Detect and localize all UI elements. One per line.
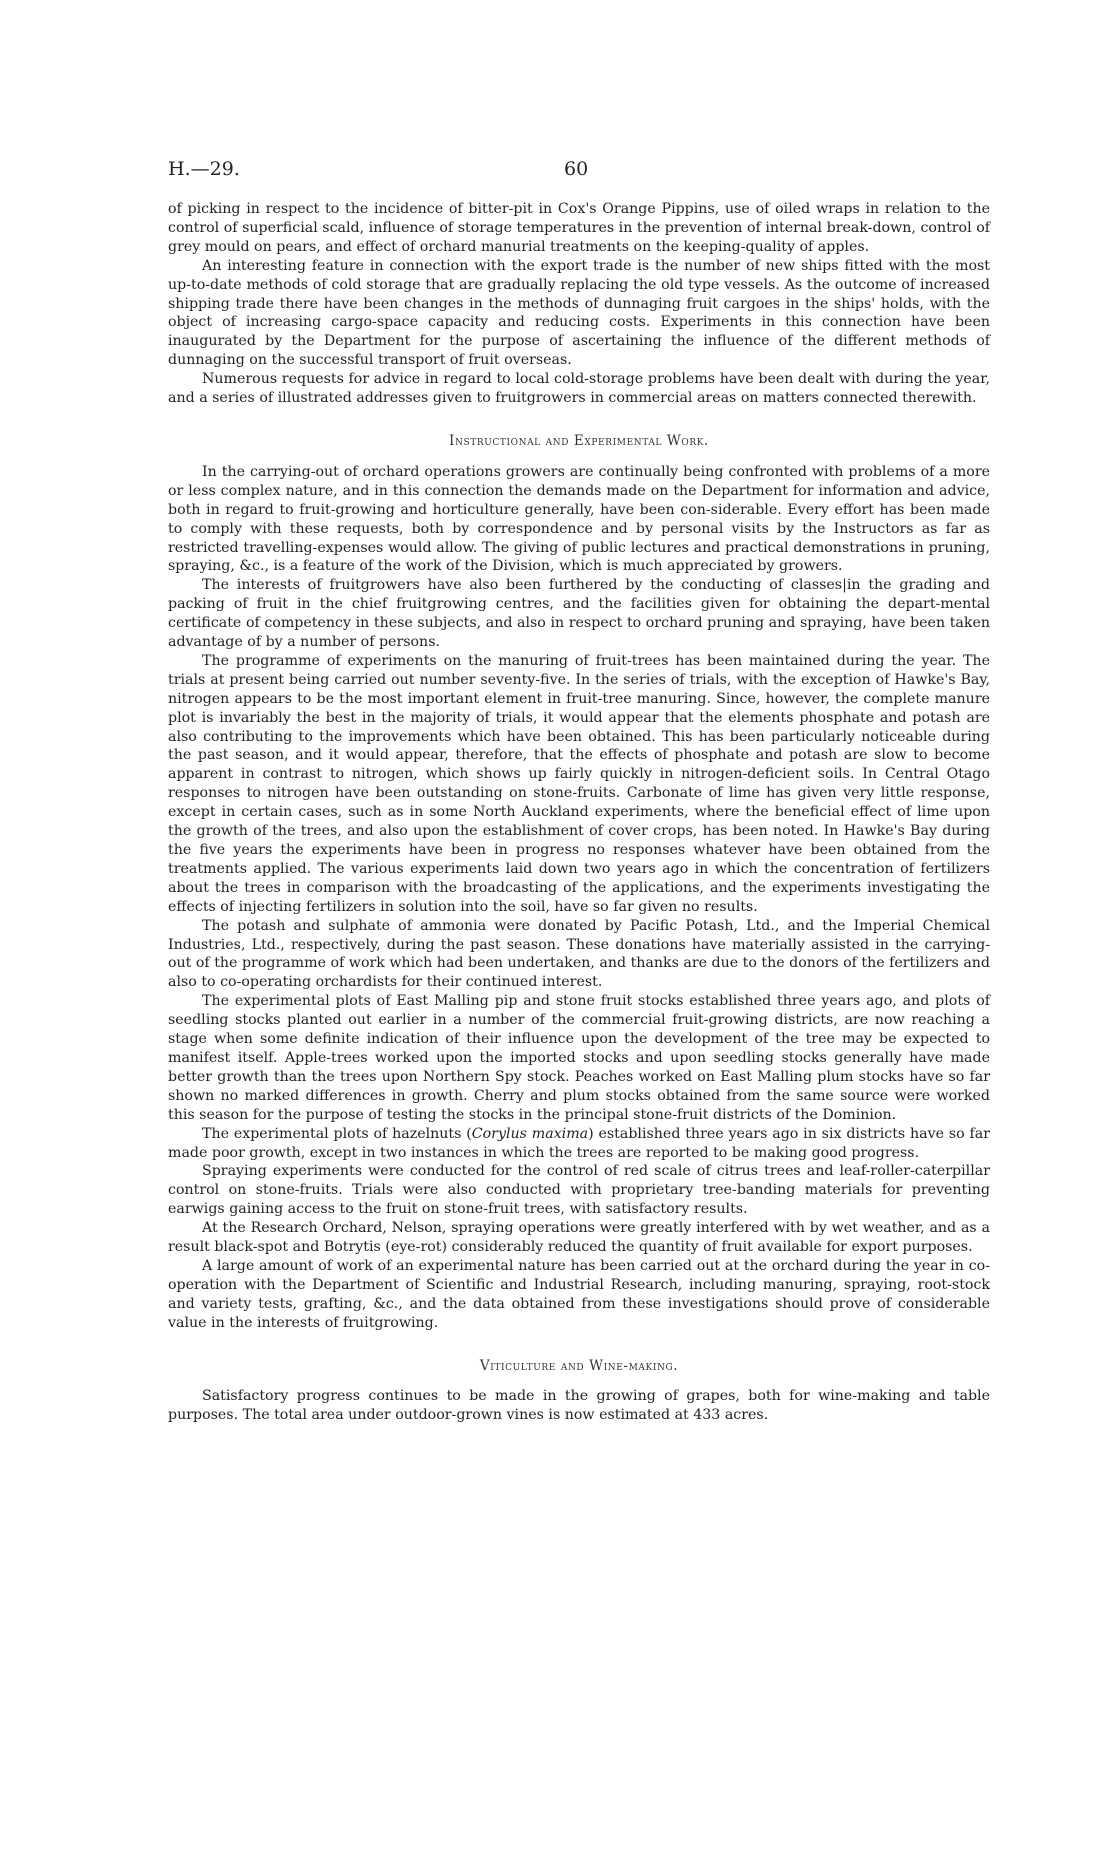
paragraph: Spraying experiments were conducted for the control of red scale of citrus trees and leaf-roller-caterpillar control on stone-fruits. Trials were also conducted with proprietary tree-banding materials for preventing earwigs gaining access to the fruit on stone-fruit trees, with satisfactory results. [168,1163,990,1218]
document-reference: H.—29. [168,158,240,180]
paragraph: The experimental plots of East Malling pip and stone fruit stocks established three years ago, and plots of seedling stocks planted out earlier in a number of the commercial fruit-growing districts, are now reaching a stage when some definite indication of their influence upon the development of the tree may be expected to manifest itself. Apple-trees worked upon the imported stocks and upon seedling stocks generally have made better growth than the trees upon Northern Spy stock. Peaches worked on East Malling plum stocks have so far shown no marked differences in growth. Cherry and plum stocks obtained from the same source were worked this season for the purpose of testing the stocks in the principal stone-fruit districts of the Dominion. [168,993,990,1123]
paragraph: Numerous requests for advice in regard to local cold-storage problems have been dealt with during the year, and a series of illustrated addresses given to fruitgrowers in commercial areas on matters connected therewith. [168,371,990,407]
page-number: 60 [564,158,589,180]
paragraph: Satisfactory progress continues to be made in the growing of grapes, both for wine-making and table purposes. The total area under outdoor-grown vines is now estimated at 433 acres. [168,1388,990,1424]
section-heading-instructional: Instructional and Experimental Work. [449,432,709,449]
paragraph: The potash and sulphate of ammonia were donated by Pacific Potash, Ltd., and the Imperial Chemical Industries, Ltd., respectively, during the past season. These donations have materially assisted in the carrying-out of the programme of work which had been undertaken, and thanks are due to the donors of the fertilizers and also to co-operating orchardists for their continued interest. [168,917,990,991]
paragraph: At the Research Orchard, Nelson, spraying operations were greatly interfered with by wet weather, and as a result black-spot and Botrytis (eye-rot) considerably reduced the quantity of fruit available for export purposes. [168,1220,990,1256]
document-body [168,200,990,1425]
paragraph-hazelnuts [168,1125,990,1163]
paragraph: of picking in respect to the incidence of bitter-pit in Cox's Orange Pippins, use of oiled wraps in relation to the control of superficial scald, influence of storage temperatures in the prevention of internal break-down, control of grey mould on pears, and effect of orchard manurial treatments on the keeping-quality of apples. [168,201,990,255]
paragraph-text: The experimental plots of hazelnuts ( [202,1125,472,1142]
paragraph-text: ) established three years ago in six districts have so far made poor growth, except in two instances in which the trees are reported to be making good progress. [168,1125,990,1161]
paragraph: The interests of fruitgrowers have also been furthered by the conducting of classes|in the grading and packing of fruit in the chief fruitgrowing centres, and the facilities given for obtaining the depart-mental certificate of competency in these subjects, and also in respect to orchard pruning and spraying, have been taken advantage of by a number of persons. [168,577,990,651]
paragraph: In the carrying-out of orchard operations growers are continually being confronted with problems of a more or less complex nature, and in this connection the demands made on the Department for information and advice, both in regard to fruit-growing and horticulture generally, have been con-siderable. Every effort has been made to comply with these requests, both by correspondence and by personal visits by the Instructors as far as restricted travelling-expenses would allow. The giving of public lectures and practical demonstrations in pruning, spraying, &c., is a feature of the work of the Division, which is much appreciated by growers. [168,463,990,575]
paragraph: A large amount of work of an experimental nature has been carried out at the orchard during the year in co-operation with the Department of Scientific and Industrial Research, including manuring, spraying, root-stock and variety tests, grafting, &c., and the data obtained from these investigations should prove of considerable value in the interests of fruitgrowing. [168,1257,990,1331]
paragraph: An interesting feature in connection with the export trade is the number of new ships fitted with the most up-to-date methods of cold storage that are gradually replacing the old type vessels. As the outcome of increased shipping trade there have been changes in the methods of dunnaging fruit cargoes in the ships' holds, with the object of increasing cargo-space capacity and reducing costs. Experiments in this connection have been inaugurated by the Department for the purpose of ascertaining the influence of the different methods of dunnaging on the successful transport of fruit overseas. [168,257,990,369]
section-heading-viticulture: Viticulture and Wine-making. [479,1357,679,1374]
page-header [168,158,990,192]
paragraph: The programme of experiments on the manuring of fruit-trees has been maintained during the year. The trials at present being carried out number seventy-five. In the series of trials, with the exception of Hawke's Bay, nitrogen appears to be the most important element in fruit-tree manuring. Since, however, the complete manure plot is invariably the best in the majority of trials, it would appear that the elements phosphate and potash are also contributing to the improvements which have been obtained. This has been particularly noticeable during the past season, and it would appear, therefore, that the effects of phosphate and potash are slow to become apparent in contrast to nitrogen, which shows up fairly quickly in nitrogen-deficient soils. In Central Otago responses to nitrogen have been outstanding on stone-fruits. Carbonate of lime has given very little response, except in certain cases, such as in some North Auckland experiments, where the beneficial effect of lime upon the growth of the trees, and also upon the establishment of cover crops, has been noted. In Hawke's Bay during the five years the experiments have been in progress no responses whatever have been obtained from the treatments applied. The various experiments laid down two years ago in which the concentration of fertilizers about the trees in comparison with the broadcasting of the applications, and the experiments investigating the effects of injecting fertilizers in solution into the soil, have so far given no results. [168,652,990,915]
species-name: Corylus maxima [471,1125,589,1142]
